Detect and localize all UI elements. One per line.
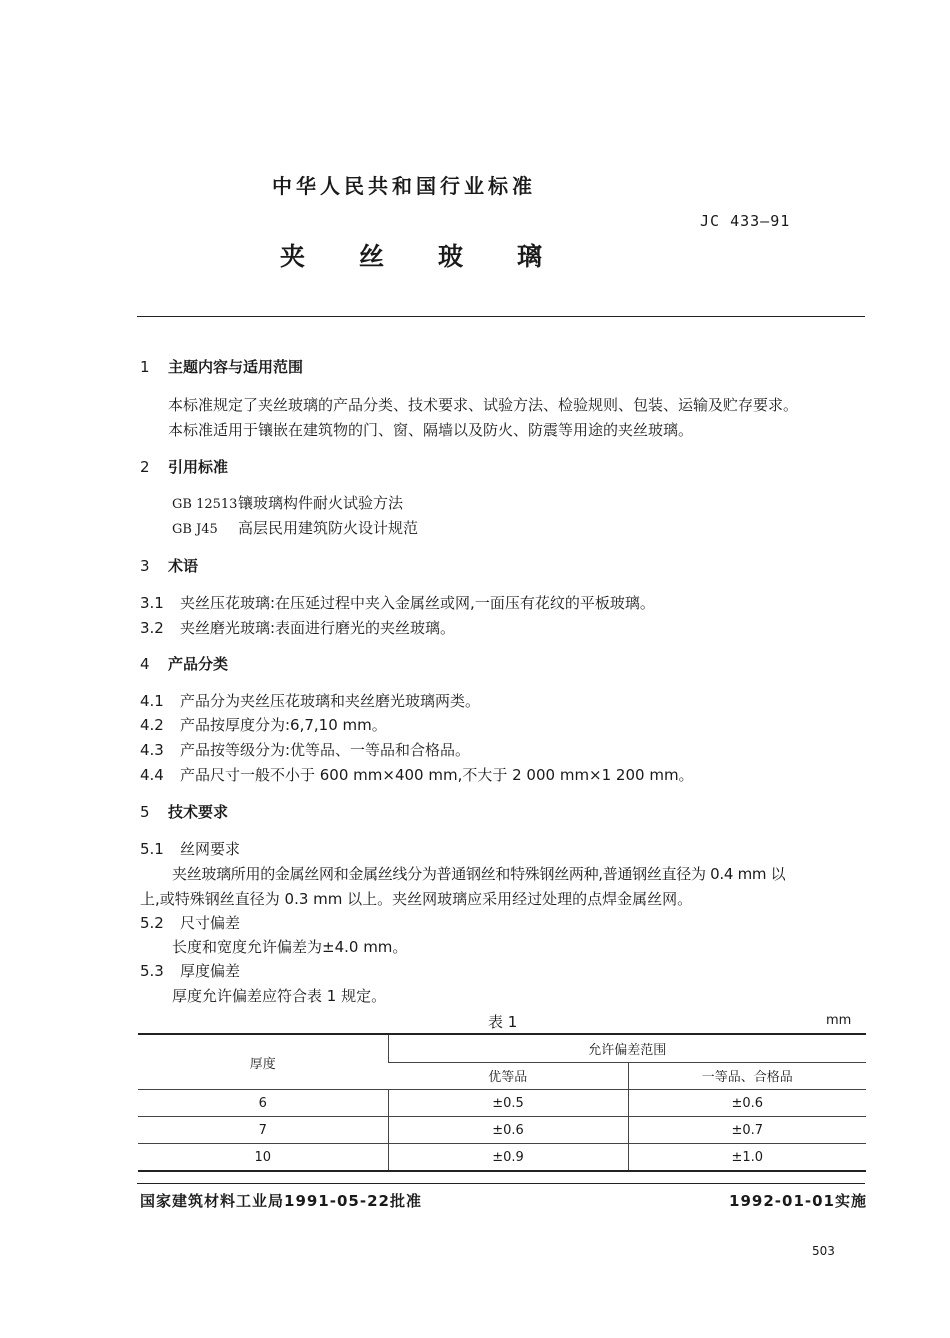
item-text: 产品尺寸一般不小于 600 mm×400 mm,不大于 2 000 mm×1 200 mm。 <box>180 766 694 784</box>
title-char: 玻 <box>438 242 464 271</box>
approval-line: 国家建筑材料工业局1991-05-22批准 <box>140 1192 422 1210</box>
reference-code: GB 12513 <box>172 497 238 512</box>
title-char: 丝 <box>359 242 385 271</box>
reference-item <box>172 492 403 513</box>
section-4-heading <box>140 653 228 674</box>
national-standard-title: 中华人民共和国行业标准 <box>272 174 536 198</box>
term-item <box>140 617 455 638</box>
item-number: 4.3 <box>140 741 164 759</box>
reference-title: 镶玻璃构件耐火试验方法 <box>238 494 404 512</box>
classification-item <box>140 690 480 711</box>
cell-thickness: 6 <box>138 1090 388 1117</box>
section-5-heading <box>140 801 228 822</box>
section-title: 术语 <box>168 557 199 575</box>
title-char: 夹 <box>280 242 306 271</box>
header-thickness: 厚度 <box>138 1034 388 1090</box>
table-unit: mm <box>826 1013 852 1028</box>
table-row <box>138 1117 866 1144</box>
section-number: 2 <box>140 458 150 476</box>
item-text: 厚度偏差 <box>180 962 241 980</box>
cell-premium: ±0.9 <box>388 1144 628 1172</box>
table-row <box>138 1144 866 1172</box>
item-text: 尺寸偏差 <box>180 914 241 932</box>
section-3-heading <box>140 555 198 576</box>
wire-mesh-paragraph-line: 夹丝玻璃所用的金属丝网和金属丝线分为普通钢丝和特殊钢丝两种,普通钢丝直径为 0.4 mm 以 <box>172 865 786 883</box>
item-text: 丝网要求 <box>180 840 241 858</box>
item-number: 4.1 <box>140 692 164 710</box>
section-number: 4 <box>140 655 150 673</box>
reference-title: 高层民用建筑防火设计规范 <box>238 519 419 537</box>
section-title: 技术要求 <box>168 803 229 821</box>
cell-thickness: 7 <box>138 1117 388 1144</box>
effective-date: 1992-01-01实施 <box>729 1192 867 1210</box>
footer-divider <box>137 1183 865 1184</box>
subsection-heading <box>140 838 240 859</box>
reference-item <box>172 517 418 538</box>
item-text: 夹丝磨光玻璃:表面进行磨光的夹丝玻璃。 <box>180 619 456 637</box>
subsection-heading <box>140 912 240 933</box>
reference-code: GB J45 <box>172 522 218 537</box>
page-number: 503 <box>812 1244 835 1258</box>
cell-standard: ±0.6 <box>628 1090 866 1117</box>
item-number: 4.4 <box>140 766 164 784</box>
item-text: 夹丝压花玻璃:在压延过程中夹入金属丝或网,一面压有花纹的平板玻璃。 <box>180 594 655 612</box>
subsection-heading <box>140 960 240 981</box>
tolerance-table <box>138 1033 866 1172</box>
wire-mesh-paragraph-line: 上,或特殊钢丝直径为 0.3 mm 以上。夹丝网玻璃应采用经过处理的点焊金属丝网。 <box>140 890 693 908</box>
header-first-qualified-grade: 一等品、合格品 <box>628 1062 866 1090</box>
item-number: 5.3 <box>140 962 164 980</box>
item-text: 产品按等级分为:优等品、一等品和合格品。 <box>180 741 471 759</box>
section-2-heading <box>140 456 228 477</box>
document-title <box>280 237 596 273</box>
title-char: 璃 <box>517 242 543 271</box>
classification-item <box>140 714 387 735</box>
table-caption: 表 1 <box>488 1013 518 1031</box>
cell-standard: ±1.0 <box>628 1144 866 1172</box>
item-number: 3.1 <box>140 594 164 612</box>
cell-premium: ±0.5 <box>388 1090 628 1117</box>
item-number: 5.1 <box>140 840 164 858</box>
table-header-row <box>138 1034 866 1062</box>
item-number: 5.2 <box>140 914 164 932</box>
section-title: 引用标准 <box>168 458 229 476</box>
cell-thickness: 10 <box>138 1144 388 1172</box>
cell-premium: ±0.6 <box>388 1117 628 1144</box>
section-title: 产品分类 <box>168 655 229 673</box>
standard-number: JC 433—91 <box>700 212 791 230</box>
classification-item <box>140 739 470 760</box>
item-number: 4.2 <box>140 716 164 734</box>
classification-item <box>140 764 694 785</box>
section-number: 1 <box>140 358 150 376</box>
size-tolerance-text: 长度和宽度允许偏差为±4.0 mm。 <box>172 938 408 956</box>
item-text: 产品按厚度分为:6,7,10 mm。 <box>180 716 387 734</box>
cell-standard: ±0.7 <box>628 1117 866 1144</box>
item-number: 3.2 <box>140 619 164 637</box>
header-premium-grade: 优等品 <box>388 1062 628 1090</box>
item-text: 产品分为夹丝压花玻璃和夹丝磨光玻璃两类。 <box>180 692 481 710</box>
term-item <box>140 592 655 613</box>
header-tolerance-range: 允许偏差范围 <box>388 1034 866 1062</box>
section-number: 3 <box>140 557 150 575</box>
header-divider <box>137 316 865 317</box>
section-1-heading <box>140 356 303 377</box>
section-1-paragraph: 本标准适用于镶嵌在建筑物的门、窗、隔墙以及防火、防震等用途的夹丝玻璃。 <box>168 421 694 439</box>
table-row <box>138 1090 866 1117</box>
section-title: 主题内容与适用范围 <box>168 358 304 376</box>
section-1-paragraph: 本标准规定了夹丝玻璃的产品分类、技术要求、试验方法、检验规则、包装、运输及贮存要求。 <box>168 396 799 414</box>
section-number: 5 <box>140 803 150 821</box>
thickness-tolerance-text: 厚度允许偏差应符合表 1 规定。 <box>172 987 387 1005</box>
